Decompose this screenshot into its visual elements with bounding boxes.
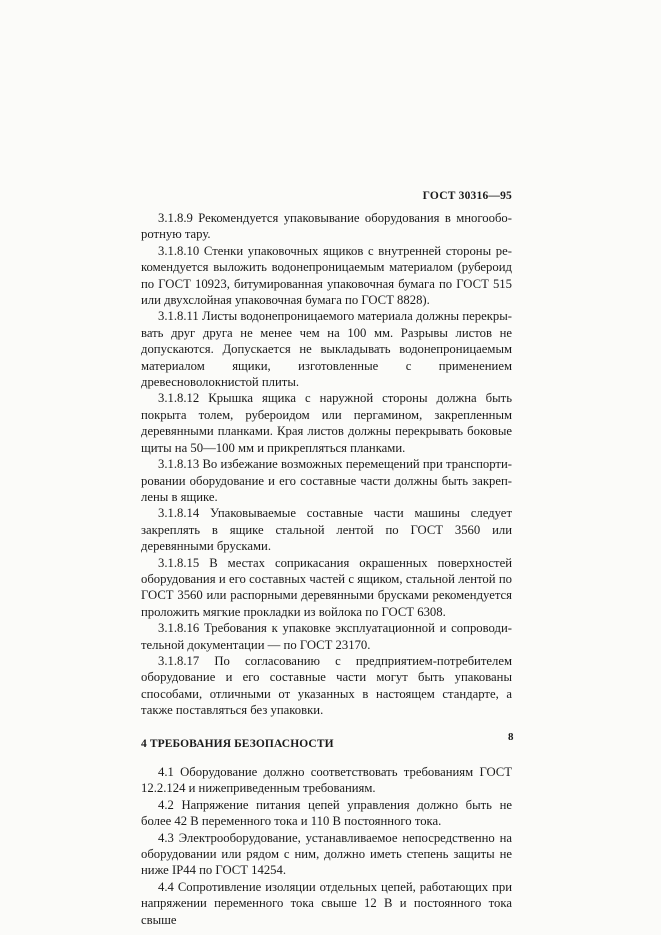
paragraph-3-1-8-17: 3.1.8.17 По согласованию с предприятием-потребителем оборудование и его составные части могут быть упакованы способами, отличными от указанных в настоящем стандарте, а также поставляться без упаковки.: [141, 653, 512, 718]
paragraph-4-2: 4.2 Напряжение питания цепей управления должно быть не более 42 В переменного тока и 110 В постоянного тока.: [141, 797, 512, 829]
paragraph-3-1-8-14: 3.1.8.14 Упаковываемые составные части машины следует закреплять в ящике стальной лентой по ГОСТ 3560 или деревянными брусками.: [141, 506, 512, 554]
paragraph-4-3: 4.3 Электрооборудование, устанавливаемое непосредственно на оборудовании или рядом с ним, должно иметь степень защиты не ниже IP44 по ГОСТ 14254.: [141, 830, 512, 878]
paragraph-3-1-8-9: 3.1.8.9 Рекомендуется упаковывание оборудования в многооборотную тару.: [141, 211, 512, 242]
paragraph-3-1-8-12: 3.1.8.12 Крышка ящика с наружной стороны должна быть покрыта толем, рубероидом или пергамином, закрепленным деревянными планками. Края листов должны перекрывать боковые щиты на 50—100 мм и прикрепляться планками.: [141, 391, 512, 455]
paragraph-4-4: 4.4 Сопротивление изоляции отдельных цепей, работающих при напряжении переменного тока свыше 12 В и постоянного тока свыше: [141, 879, 512, 927]
paragraph-3-1-8-10: 3.1.8.10 Стенки упаковочных ящиков с внутренней стороны рекомендуется выложить водонепроницаемым материалом (рубероид по ГОСТ 10923, битумированная упаковочная бумага по ГОСТ 515 или двухслойная упаковочная бумага по ГОСТ 8828).: [141, 243, 512, 308]
paragraph-3-1-8-11: 3.1.8.11 Листы водонепроницаемого материала должны перекрывать друг друга не менее чем на 100 мм. Разрывы листов не допускаются. Допускается не выкладывать водонепроницаемым материалом ящики, изготовленные с применением древесноволокнистой плиты.: [141, 309, 512, 390]
paragraph-4-1: 4.1 Оборудование должно соответствовать требованиям ГОСТ 12.2.124 и нижеприведенным требованиям.: [141, 765, 512, 796]
section-title: 4 ТРЕБОВАНИЯ БЕЗОПАСНОСТИ: [141, 737, 334, 750]
standard-code-header: ГОСТ 30316—95: [422, 190, 512, 202]
paragraph-3-1-8-16: 3.1.8.16 Требования к упаковке эксплуатационной и сопроводительной документации — по ГОСТ 23170.: [141, 621, 512, 652]
paragraph-3-1-8-13: 3.1.8.13 Во избежание возможных перемещений при транспортировании оборудование и его составные части должны быть закреплены в ящике.: [141, 457, 512, 504]
document-body: [141, 210, 512, 928]
paragraph-3-1-8-15: 3.1.8.15 В местах соприкасания окрашенных поверхностей оборудования и его составных частей с ящиком, стальной лентой по ГОСТ 3560 или распорными деревянными брусками рекомендуется проложить мягкие прокладки из войлока по ГОСТ 6308.: [141, 555, 512, 619]
page-number: 8: [508, 731, 514, 743]
